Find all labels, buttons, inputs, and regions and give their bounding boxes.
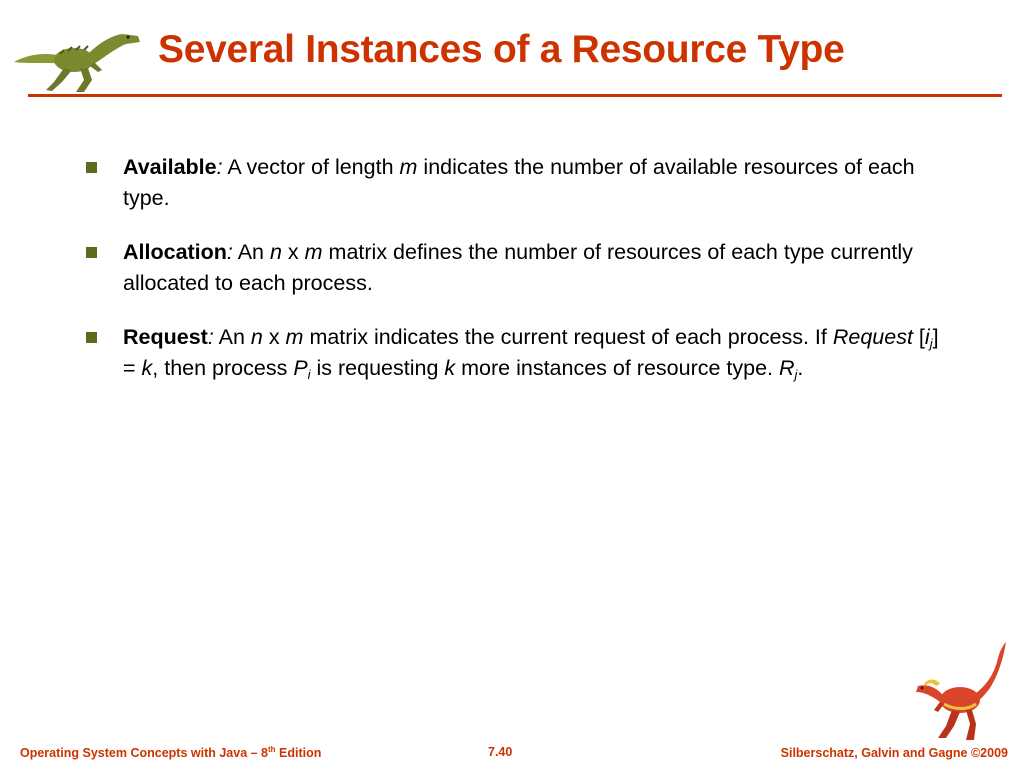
bullet-text: [ <box>912 325 925 349</box>
subscript-j: j <box>794 367 798 382</box>
title-divider <box>28 94 1002 97</box>
bullet-marker <box>86 332 97 343</box>
page-number: 7.40 <box>488 745 513 759</box>
bullet-text: x <box>281 240 305 264</box>
bullet-text: indicates the number of available resources of each type. <box>123 155 915 210</box>
slide-title: Several Instances of a Resource Type <box>158 28 845 71</box>
var-m: m <box>304 240 323 264</box>
subscript-i: i <box>307 367 311 382</box>
bullet-text: matrix defines the number of resources of each type currently allocated to each process. <box>123 240 913 295</box>
bullet-request <box>84 322 944 384</box>
bullet-text: matrix indicates the current request of each process. If <box>303 325 833 349</box>
bullet-available <box>84 152 944 214</box>
dinosaur-logo-top <box>6 18 144 96</box>
term-colon: : <box>207 325 214 349</box>
term-colon: : <box>226 240 233 264</box>
subscript-j: j <box>929 336 933 351</box>
bullet-allocation <box>84 237 944 299</box>
footer-edition-text: Edition <box>275 746 322 760</box>
bullet-text: ] = <box>123 325 939 380</box>
bullet-text: A vector of length <box>222 155 400 179</box>
var-p: P <box>293 356 308 380</box>
bullet-text: more instances of resource type. <box>455 356 779 380</box>
bullet-text: An <box>213 325 251 349</box>
var-m: m <box>285 325 304 349</box>
bullet-marker <box>86 247 97 258</box>
term-allocation: Allocation <box>123 240 227 264</box>
bullet-text: . <box>797 356 804 380</box>
footer-book-title-text: Operating System Concepts with Java – 8 <box>20 746 268 760</box>
bullet-text: An <box>232 240 270 264</box>
term-available: Available <box>123 155 217 179</box>
term-request: Request <box>123 325 208 349</box>
footer-superscript: th <box>268 745 276 754</box>
var-k: k <box>141 356 153 380</box>
var-r: R <box>779 356 795 380</box>
bullet-text: is requesting <box>310 356 445 380</box>
footer-book-title <box>20 746 321 760</box>
var-n: n <box>250 325 263 349</box>
var-m: m <box>399 155 418 179</box>
var-request: Request <box>832 325 913 349</box>
var-n: n <box>269 240 282 264</box>
bullet-text: x <box>262 325 286 349</box>
footer-copyright: Silberschatz, Galvin and Gagne ©2009 <box>780 746 1008 760</box>
var-i: i <box>924 325 930 349</box>
bullet-text: , then process <box>152 356 294 380</box>
var-k: k <box>444 356 456 380</box>
dinosaur-logo-bottom <box>910 640 1010 746</box>
term-colon: : <box>216 155 223 179</box>
bullet-marker <box>86 162 97 173</box>
bullet-list <box>84 152 944 407</box>
